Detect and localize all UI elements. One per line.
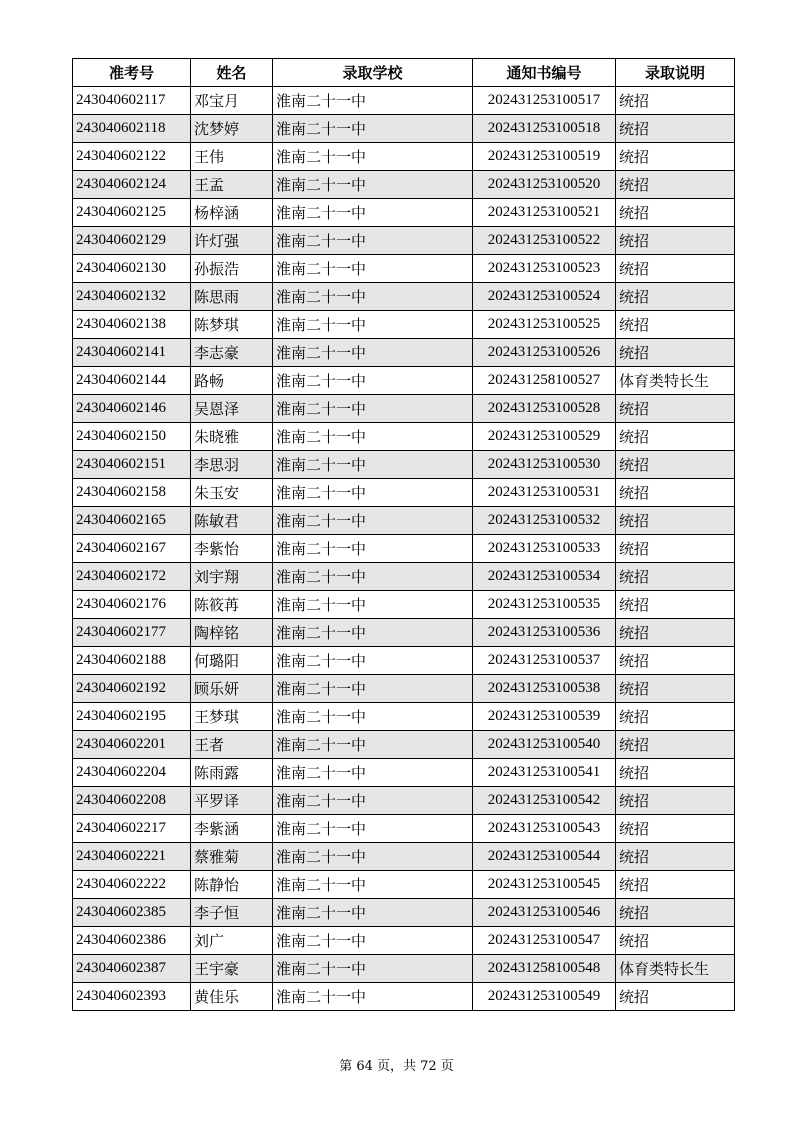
table-row — [73, 451, 735, 479]
cell-school: 淮南二十一中 — [273, 451, 473, 479]
cell-admission-note: 统招 — [616, 143, 735, 171]
table-row — [73, 899, 735, 927]
cell-name: 路畅 — [191, 367, 273, 395]
cell-notice-number: 202431253100538 — [473, 675, 616, 703]
cell-name: 李思羽 — [191, 451, 273, 479]
cell-name: 陶梓铭 — [191, 619, 273, 647]
table-row — [73, 199, 735, 227]
cell-admission-note: 统招 — [616, 451, 735, 479]
cell-admission-note: 统招 — [616, 647, 735, 675]
cell-exam-number: 243040602141 — [73, 339, 191, 367]
cell-school: 淮南二十一中 — [273, 731, 473, 759]
cell-notice-number: 202431253100537 — [473, 647, 616, 675]
cell-admission-note: 统招 — [616, 283, 735, 311]
cell-exam-number: 243040602151 — [73, 451, 191, 479]
table-body — [73, 87, 735, 1011]
cell-admission-note: 统招 — [616, 731, 735, 759]
cell-notice-number: 202431253100535 — [473, 591, 616, 619]
cell-notice-number: 202431253100540 — [473, 731, 616, 759]
cell-school: 淮南二十一中 — [273, 815, 473, 843]
cell-admission-note: 体育类特长生 — [616, 955, 735, 983]
cell-admission-note: 统招 — [616, 115, 735, 143]
cell-school: 淮南二十一中 — [273, 591, 473, 619]
cell-exam-number: 243040602167 — [73, 535, 191, 563]
cell-name: 陈梦琪 — [191, 311, 273, 339]
admission-table — [72, 58, 735, 1011]
header-admission-note: 录取说明 — [616, 59, 735, 87]
cell-notice-number: 202431253100519 — [473, 143, 616, 171]
cell-name: 刘广 — [191, 927, 273, 955]
cell-school: 淮南二十一中 — [273, 507, 473, 535]
table-row — [73, 675, 735, 703]
table-row — [73, 591, 735, 619]
cell-school: 淮南二十一中 — [273, 675, 473, 703]
cell-name: 平罗译 — [191, 787, 273, 815]
cell-school: 淮南二十一中 — [273, 619, 473, 647]
cell-notice-number: 202431253100528 — [473, 395, 616, 423]
cell-school: 淮南二十一中 — [273, 115, 473, 143]
table-row — [73, 171, 735, 199]
table-row — [73, 115, 735, 143]
cell-admission-note: 统招 — [616, 983, 735, 1011]
table-row — [73, 563, 735, 591]
cell-exam-number: 243040602118 — [73, 115, 191, 143]
table-row — [73, 367, 735, 395]
cell-admission-note: 体育类特长生 — [616, 367, 735, 395]
cell-exam-number: 243040602158 — [73, 479, 191, 507]
cell-school: 淮南二十一中 — [273, 703, 473, 731]
cell-notice-number: 202431253100525 — [473, 311, 616, 339]
cell-notice-number: 202431253100522 — [473, 227, 616, 255]
cell-notice-number: 202431253100549 — [473, 983, 616, 1011]
cell-school: 淮南二十一中 — [273, 843, 473, 871]
cell-exam-number: 243040602192 — [73, 675, 191, 703]
cell-exam-number: 243040602222 — [73, 871, 191, 899]
table-row — [73, 255, 735, 283]
cell-name: 刘宇翔 — [191, 563, 273, 591]
cell-name: 王孟 — [191, 171, 273, 199]
cell-school: 淮南二十一中 — [273, 311, 473, 339]
cell-school: 淮南二十一中 — [273, 87, 473, 115]
cell-admission-note: 统招 — [616, 87, 735, 115]
cell-name: 陈雨露 — [191, 759, 273, 787]
table-row — [73, 87, 735, 115]
cell-name: 邓宝月 — [191, 87, 273, 115]
cell-school: 淮南二十一中 — [273, 395, 473, 423]
cell-admission-note: 统招 — [616, 507, 735, 535]
cell-exam-number: 243040602217 — [73, 815, 191, 843]
cell-exam-number: 243040602176 — [73, 591, 191, 619]
cell-exam-number: 243040602144 — [73, 367, 191, 395]
table-row — [73, 339, 735, 367]
cell-school: 淮南二十一中 — [273, 927, 473, 955]
cell-name: 杨梓涵 — [191, 199, 273, 227]
cell-name: 孙振浩 — [191, 255, 273, 283]
cell-admission-note: 统招 — [616, 339, 735, 367]
cell-school: 淮南二十一中 — [273, 143, 473, 171]
cell-exam-number: 243040602165 — [73, 507, 191, 535]
header-school: 录取学校 — [273, 59, 473, 87]
cell-notice-number: 202431253100521 — [473, 199, 616, 227]
table-row — [73, 283, 735, 311]
table-row — [73, 759, 735, 787]
table-row — [73, 479, 735, 507]
cell-admission-note: 统招 — [616, 255, 735, 283]
cell-name: 李子恒 — [191, 899, 273, 927]
cell-school: 淮南二十一中 — [273, 983, 473, 1011]
cell-school: 淮南二十一中 — [273, 171, 473, 199]
cell-notice-number: 202431253100526 — [473, 339, 616, 367]
cell-notice-number: 202431253100534 — [473, 563, 616, 591]
cell-notice-number: 202431253100518 — [473, 115, 616, 143]
cell-admission-note: 统招 — [616, 535, 735, 563]
cell-notice-number: 202431253100542 — [473, 787, 616, 815]
cell-name: 许灯强 — [191, 227, 273, 255]
cell-notice-number: 202431253100543 — [473, 815, 616, 843]
table-row — [73, 507, 735, 535]
cell-exam-number: 243040602188 — [73, 647, 191, 675]
cell-school: 淮南二十一中 — [273, 899, 473, 927]
cell-exam-number: 243040602132 — [73, 283, 191, 311]
cell-notice-number: 202431253100520 — [473, 171, 616, 199]
cell-exam-number: 243040602172 — [73, 563, 191, 591]
cell-exam-number: 243040602208 — [73, 787, 191, 815]
cell-admission-note: 统招 — [616, 787, 735, 815]
cell-name: 沈梦婷 — [191, 115, 273, 143]
cell-admission-note: 统招 — [616, 899, 735, 927]
cell-admission-note: 统招 — [616, 395, 735, 423]
table-row — [73, 983, 735, 1011]
cell-name: 陈静怡 — [191, 871, 273, 899]
cell-exam-number: 243040602201 — [73, 731, 191, 759]
cell-notice-number: 202431253100530 — [473, 451, 616, 479]
header-exam-number: 准考号 — [73, 59, 191, 87]
cell-notice-number: 202431253100545 — [473, 871, 616, 899]
table-row — [73, 395, 735, 423]
cell-exam-number: 243040602385 — [73, 899, 191, 927]
cell-name: 陈筱苒 — [191, 591, 273, 619]
cell-exam-number: 243040602124 — [73, 171, 191, 199]
cell-school: 淮南二十一中 — [273, 367, 473, 395]
cell-school: 淮南二十一中 — [273, 199, 473, 227]
cell-exam-number: 243040602150 — [73, 423, 191, 451]
cell-admission-note: 统招 — [616, 759, 735, 787]
cell-school: 淮南二十一中 — [273, 787, 473, 815]
cell-admission-note: 统招 — [616, 815, 735, 843]
cell-admission-note: 统招 — [616, 199, 735, 227]
header-name: 姓名 — [191, 59, 273, 87]
cell-admission-note: 统招 — [616, 171, 735, 199]
cell-notice-number: 202431253100536 — [473, 619, 616, 647]
cell-exam-number: 243040602122 — [73, 143, 191, 171]
cell-exam-number: 243040602125 — [73, 199, 191, 227]
cell-exam-number: 243040602177 — [73, 619, 191, 647]
cell-admission-note: 统招 — [616, 479, 735, 507]
table-row — [73, 703, 735, 731]
cell-notice-number: 202431253100546 — [473, 899, 616, 927]
table-row — [73, 843, 735, 871]
cell-school: 淮南二十一中 — [273, 955, 473, 983]
cell-exam-number: 243040602138 — [73, 311, 191, 339]
cell-exam-number: 243040602130 — [73, 255, 191, 283]
cell-exam-number: 243040602195 — [73, 703, 191, 731]
cell-notice-number: 202431253100532 — [473, 507, 616, 535]
cell-exam-number: 243040602117 — [73, 87, 191, 115]
cell-school: 淮南二十一中 — [273, 535, 473, 563]
cell-notice-number: 202431253100541 — [473, 759, 616, 787]
cell-name: 陈思雨 — [191, 283, 273, 311]
table-row — [73, 815, 735, 843]
cell-name: 李紫怡 — [191, 535, 273, 563]
cell-school: 淮南二十一中 — [273, 871, 473, 899]
cell-exam-number: 243040602146 — [73, 395, 191, 423]
cell-admission-note: 统招 — [616, 563, 735, 591]
cell-name: 朱玉安 — [191, 479, 273, 507]
table-row — [73, 955, 735, 983]
cell-notice-number: 202431258100527 — [473, 367, 616, 395]
cell-name: 王宇豪 — [191, 955, 273, 983]
cell-name: 王梦琪 — [191, 703, 273, 731]
cell-exam-number: 243040602386 — [73, 927, 191, 955]
cell-name: 陈敏君 — [191, 507, 273, 535]
header-notice-number: 通知书编号 — [473, 59, 616, 87]
cell-notice-number: 202431253100539 — [473, 703, 616, 731]
cell-name: 吴恩泽 — [191, 395, 273, 423]
cell-school: 淮南二十一中 — [273, 479, 473, 507]
table-row — [73, 227, 735, 255]
cell-name: 李志豪 — [191, 339, 273, 367]
table-row — [73, 423, 735, 451]
cell-exam-number: 243040602221 — [73, 843, 191, 871]
cell-exam-number: 243040602387 — [73, 955, 191, 983]
cell-admission-note: 统招 — [616, 675, 735, 703]
cell-exam-number: 243040602393 — [73, 983, 191, 1011]
cell-notice-number: 202431253100531 — [473, 479, 616, 507]
cell-notice-number: 202431253100529 — [473, 423, 616, 451]
cell-notice-number: 202431253100533 — [473, 535, 616, 563]
cell-school: 淮南二十一中 — [273, 255, 473, 283]
cell-school: 淮南二十一中 — [273, 227, 473, 255]
cell-name: 蔡雅菊 — [191, 843, 273, 871]
table-row — [73, 787, 735, 815]
cell-notice-number: 202431253100523 — [473, 255, 616, 283]
cell-school: 淮南二十一中 — [273, 423, 473, 451]
cell-admission-note: 统招 — [616, 591, 735, 619]
cell-notice-number: 202431253100524 — [473, 283, 616, 311]
cell-notice-number: 202431258100548 — [473, 955, 616, 983]
table-row — [73, 311, 735, 339]
table-row — [73, 535, 735, 563]
cell-school: 淮南二十一中 — [273, 563, 473, 591]
cell-exam-number: 243040602204 — [73, 759, 191, 787]
cell-name: 王伟 — [191, 143, 273, 171]
cell-admission-note: 统招 — [616, 927, 735, 955]
cell-admission-note: 统招 — [616, 311, 735, 339]
cell-admission-note: 统招 — [616, 619, 735, 647]
cell-school: 淮南二十一中 — [273, 283, 473, 311]
cell-name: 朱晓雅 — [191, 423, 273, 451]
table-row — [73, 143, 735, 171]
cell-admission-note: 统招 — [616, 423, 735, 451]
cell-school: 淮南二十一中 — [273, 339, 473, 367]
cell-notice-number: 202431253100544 — [473, 843, 616, 871]
cell-school: 淮南二十一中 — [273, 647, 473, 675]
cell-name: 顾乐妍 — [191, 675, 273, 703]
cell-admission-note: 统招 — [616, 843, 735, 871]
cell-name: 何璐阳 — [191, 647, 273, 675]
cell-notice-number: 202431253100517 — [473, 87, 616, 115]
cell-name: 王者 — [191, 731, 273, 759]
cell-name: 黄佳乐 — [191, 983, 273, 1011]
table-row — [73, 871, 735, 899]
cell-admission-note: 统招 — [616, 227, 735, 255]
table-row — [73, 647, 735, 675]
cell-notice-number: 202431253100547 — [473, 927, 616, 955]
page-footer: 第 64 页，共 72 页 — [339, 1059, 454, 1074]
cell-exam-number: 243040602129 — [73, 227, 191, 255]
table-row — [73, 619, 735, 647]
table-header-row — [73, 59, 735, 87]
cell-admission-note: 统招 — [616, 703, 735, 731]
table-row — [73, 927, 735, 955]
table-row — [73, 731, 735, 759]
cell-school: 淮南二十一中 — [273, 759, 473, 787]
cell-admission-note: 统招 — [616, 871, 735, 899]
cell-name: 李紫涵 — [191, 815, 273, 843]
